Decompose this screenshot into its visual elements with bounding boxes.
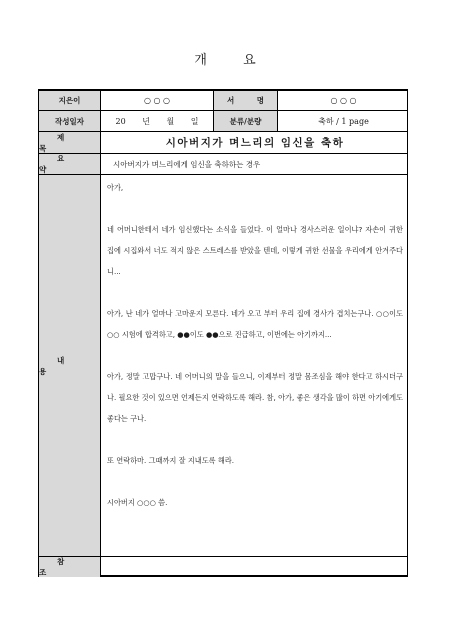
content-paragraph-1: 아가, bbox=[107, 183, 124, 192]
summary-value: 시아버지가 며느리에게 임신을 축하하는 경우 bbox=[113, 159, 261, 169]
subject-label: 제 목 bbox=[39, 132, 101, 153]
content-paragraph-4: 아가, 정말 고맙구나. 네 어머니의 말을 들으니, 이제부터 정말 몸조심을 해야 한다고 하시더구나. 필요한 것이 있으면 언제든지 연락하도록 해라. 참, 아가, 좋은 생각을 많이 하면 아기에게도 좋다는 구나. bbox=[107, 372, 403, 423]
content-paragraph-5: 또 연락하마. 그때까지 잘 지내도록 해라. bbox=[107, 456, 235, 465]
signature-value: ○ ○ ○ bbox=[330, 96, 357, 105]
author-value: ○ ○ ○ bbox=[101, 91, 214, 110]
reference-label: 참 조 bbox=[39, 557, 101, 577]
page-title: 개 요 bbox=[194, 53, 272, 68]
subject-value: 시아버지가 며느리의 임신을 축하 bbox=[165, 137, 345, 149]
author-label: 지은이 bbox=[39, 91, 101, 110]
reference-row bbox=[39, 557, 407, 577]
content-paragraph-6: 시아버지 ○○○ 씀. bbox=[107, 498, 168, 507]
date-row bbox=[39, 111, 407, 132]
summary-row bbox=[39, 154, 407, 175]
signature-label: 서 명 bbox=[214, 91, 278, 110]
summary-form bbox=[38, 89, 408, 577]
content-paragraph-3: 아가, 난 네가 얼마나 고마운지 모른다. 네가 오고 부터 우리 집에 경사가 겹치는구나. ○○이도 ○○ 시험에 합격하고, ●●이도 ●●으로 진급하고, 이번에는 아기까지... bbox=[107, 309, 403, 339]
summary-label: 요 약 bbox=[39, 154, 101, 174]
content-label: 내 용 bbox=[39, 175, 101, 556]
date-value: 20 년 월 일 bbox=[101, 111, 214, 131]
author-row bbox=[39, 91, 407, 111]
content-paragraph-2: 네 어머니한테서 네가 임신했다는 소식을 들었다. 이 얼마나 경사스러운 일이냐? 자손이 귀한 집에 시집와서 너도 적지 않은 스트레스를 받았을 텐데, 이렇게 귀한 선물을 우리에게 안겨주다니... bbox=[107, 225, 403, 276]
category-value: 축하 / 1 page bbox=[318, 116, 369, 126]
reference-value bbox=[101, 557, 409, 577]
content-row bbox=[39, 175, 407, 557]
date-label: 작성일자 bbox=[39, 111, 101, 131]
category-label: 분류/분량 bbox=[214, 111, 278, 131]
subject-row bbox=[39, 132, 407, 154]
content-body bbox=[101, 175, 409, 556]
